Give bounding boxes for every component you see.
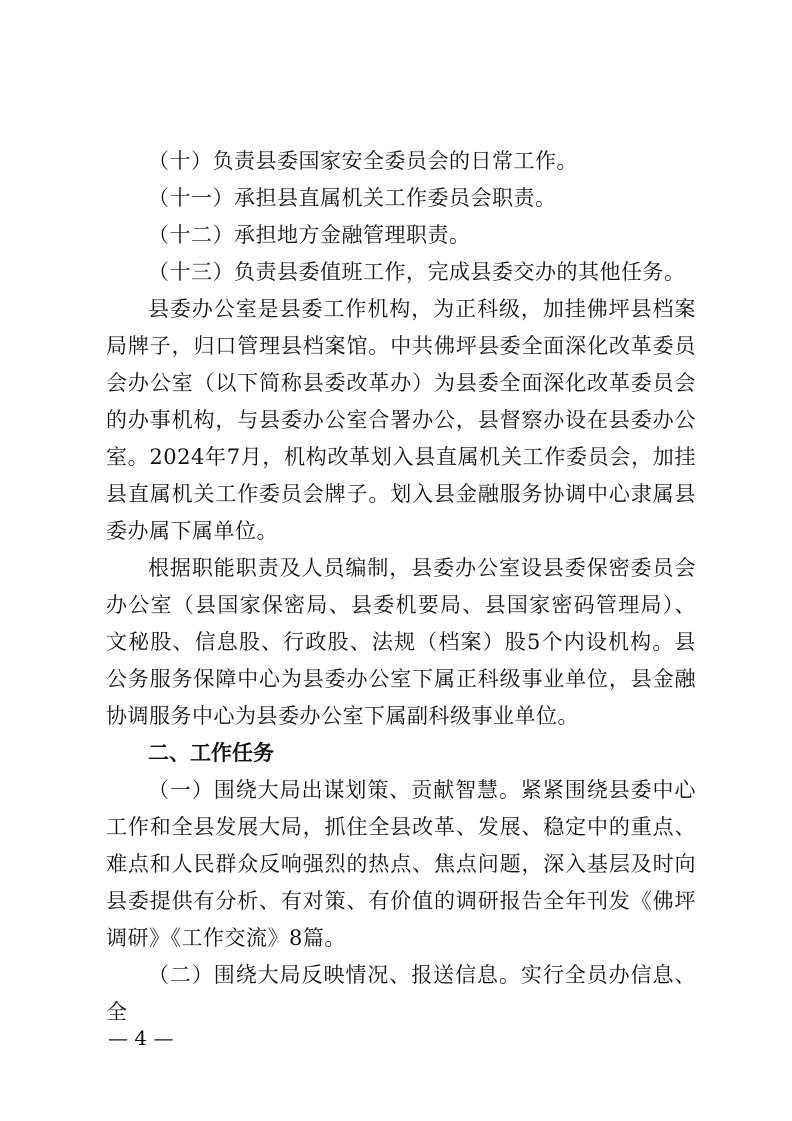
page-number: — 4 — [108, 1026, 174, 1050]
paragraph-duty-11: （十一）承担县直属机关工作委员会职责。 [148, 186, 557, 210]
paragraph-internal-structure: 根据职能职责及人员编制，县委办公室设县委保密委员会办公室（县国家保密局、县委机要局、县国家密码管理局）、文秘股、信息股、行政股、法规（档案）股5个内设机构。县公务服务保障中心为县委办公室下属正科级事业单位，县金融协调服务中心为县委办公室下属副科级事业单位。 [106, 556, 696, 728]
paragraph-duty-12: （十二）承担地方金融管理职责。 [148, 223, 471, 247]
paragraph-duty-10: （十）负责县委国家安全委员会的日常工作。 [148, 149, 578, 173]
paragraph-duty-13: （十三）负责县委值班工作，完成县委交办的其他任务。 [148, 260, 686, 284]
paragraph-office-overview: 县委办公室是县委工作机构，为正科级，加挂佛坪县档案局牌子，归口管理县档案馆。中共佛坪县委全面深化改革委员会办公室（以下简称县委改革办）为县委全面深化改革委员会的办事机构，与县委办公室合署办公，县督察办设在县委办公室。2024年7月，机构改革划入县直属机关工作委员会，加挂县直属机关工作委员会牌子。划入县金融服务协调中心隶属县委办属下属单位。 [106, 297, 696, 543]
document-body [106, 143, 696, 1031]
paragraph-task-2: （二）围绕大局反映情况、报送信息。实行全员办信息、全 [106, 963, 696, 1024]
paragraph-task-1: （一）围绕大局出谋划策、贡献智慧。紧紧围绕县委中心工作和全县发展大局，抓住全县改革、发展、稳定中的重点、难点和人民群众反响强烈的热点、焦点问题，深入基层及时向县委提供有分析、有对策、有价值的调研报告全年刊发《佛坪调研》《工作交流》8篇。 [106, 778, 696, 950]
section-heading: 二、工作任务 [148, 741, 274, 765]
